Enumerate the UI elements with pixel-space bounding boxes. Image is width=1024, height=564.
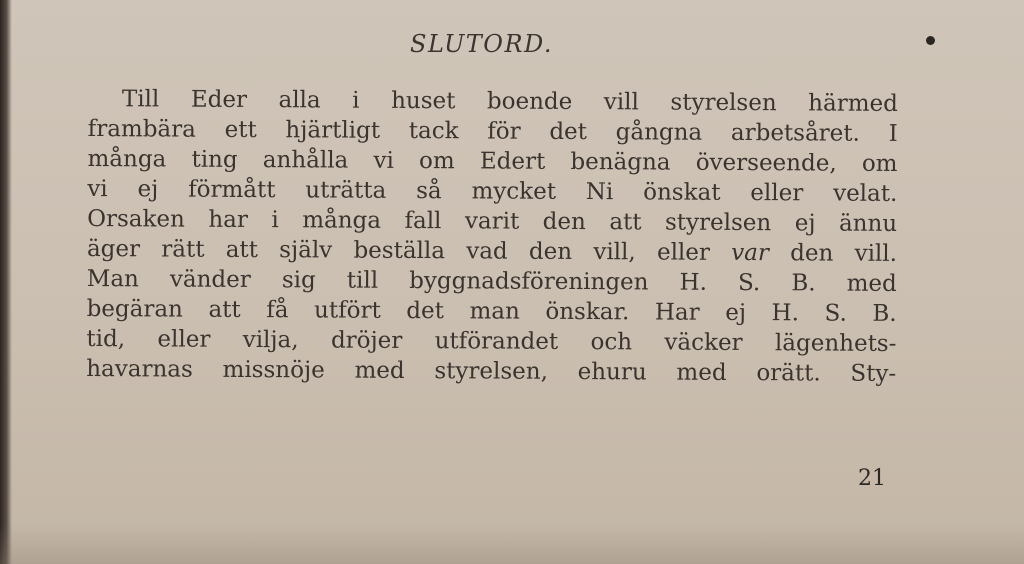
page-shading — [0, 524, 1024, 564]
text-line-6 — [87, 234, 897, 269]
text-line-2: frambära ett hjärtligt tack för det gångna arbetsåret. I — [87, 115, 898, 147]
italic-word: var — [731, 239, 770, 267]
text-line-1: Till Eder alla i huset boende vill styrelsen härmed — [121, 86, 898, 117]
page-heading: SLUTORD. — [410, 30, 554, 58]
body-paragraph — [86, 84, 898, 389]
text-line-10: havarnas missnöje med styrelsen, ehuru med orätt. Sty- — [86, 355, 897, 387]
page-number: 21 — [858, 466, 886, 491]
text-line-7: Man vänder sig till byggnadsföreningen H. S. B. med — [86, 265, 897, 297]
text-line-3: många ting anhålla vi om Edert benägna överseende, om — [87, 145, 898, 177]
text-line-6-end: den vill. — [790, 240, 898, 267]
text-line-5: Orsaken har i många fall varit den att styrelsen ej ännu — [87, 205, 898, 237]
text-line-6-start: äger rätt att själv beställa vad den vill, eller — [86, 235, 711, 266]
text-line-4: vi ej förmått uträtta så mycket Ni önskat eller velat. — [87, 175, 898, 207]
ink-dot — [926, 36, 935, 45]
text-line-8: begäran att få utfört det man önskar. Har ej H. S. B. — [86, 295, 897, 327]
text-line-9: tid, eller vilja, dröjer utförandet och väcker lägenhets- — [86, 325, 897, 357]
binding-shadow — [0, 0, 12, 564]
